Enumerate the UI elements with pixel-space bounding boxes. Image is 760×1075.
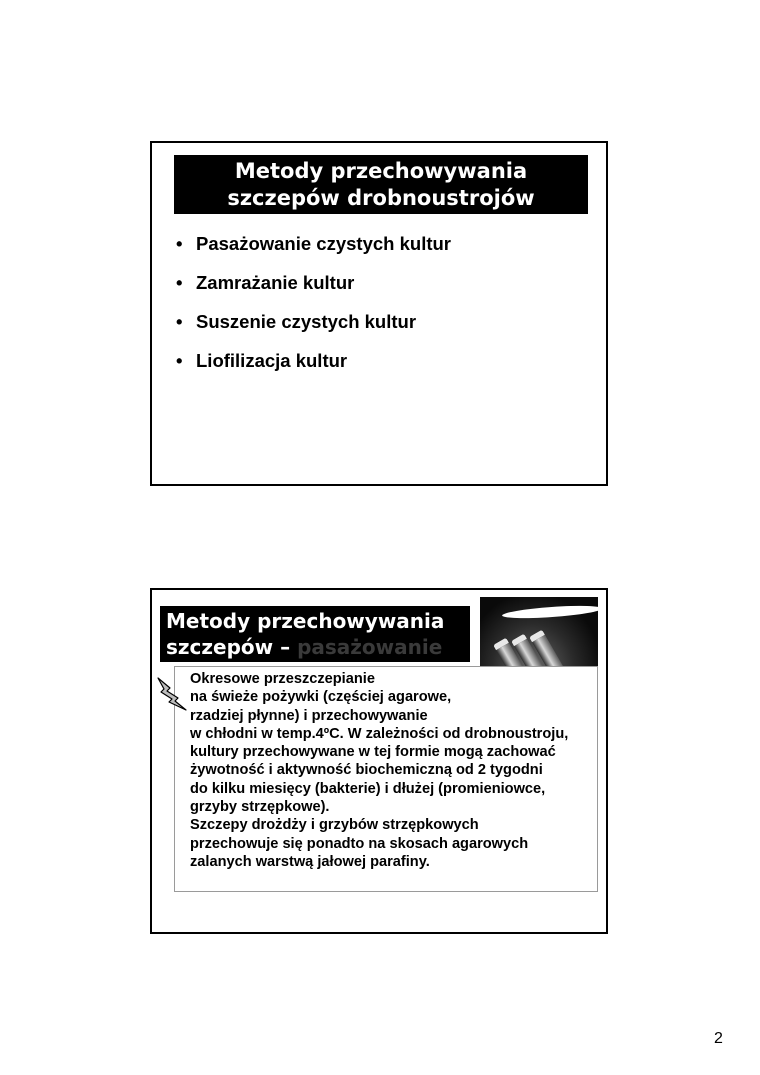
title-prefix: szczepów – bbox=[166, 635, 298, 659]
slide-2 bbox=[150, 588, 608, 934]
bullet-text: Liofilizacja kultur bbox=[196, 350, 348, 371]
slide-2-title bbox=[160, 606, 470, 662]
body-line: kultury przechowywane w tej formie mogą zachować bbox=[190, 744, 556, 761]
body-line: Szczepy drożdży i grzybów strzępkowych bbox=[190, 817, 479, 834]
body-line: żywotność i aktywność biochemiczną od 2 tygodni bbox=[190, 762, 543, 779]
bullet-marker: • bbox=[176, 272, 183, 293]
body-line: rzadziej płynne) i przechowywanie bbox=[190, 707, 428, 724]
bullet-item bbox=[176, 231, 451, 270]
slide-1-title-line: Metody przechowywania bbox=[234, 159, 528, 183]
bullet-text: Zamrażanie kultur bbox=[196, 272, 355, 293]
slide-2-title-line-1: Metody przechowywania bbox=[166, 609, 445, 633]
body-line: na świeże pożywki (częściej agarowe, bbox=[190, 689, 452, 706]
body-line: do kilku miesięcy (bakterie) i dłużej (promieniowce, bbox=[190, 780, 546, 797]
lightning-bolt-icon bbox=[156, 676, 188, 712]
slide-2-title-line-2 bbox=[166, 634, 470, 660]
slide-1-title bbox=[174, 155, 588, 214]
bullet-marker: • bbox=[176, 350, 183, 371]
slide-1 bbox=[150, 141, 608, 486]
bullet-item bbox=[176, 348, 451, 387]
bullet-item bbox=[176, 270, 451, 309]
body-line: grzyby strzępkowe). bbox=[190, 799, 330, 816]
bullet-marker: • bbox=[176, 311, 183, 332]
page-number: 2 bbox=[714, 1030, 723, 1047]
bullet-item bbox=[176, 309, 451, 348]
title-faded-word: pasażowanie bbox=[297, 635, 443, 659]
body-line: zalanych warstwą jałowej parafiny. bbox=[190, 853, 430, 870]
body-line: w chłodni w temp.4ºC. W zależności od drobnoustroju, bbox=[190, 725, 569, 742]
body-line: Okresowe przeszczepianie bbox=[190, 671, 375, 687]
bullet-text: Suszenie czystych kultur bbox=[196, 311, 417, 332]
body-line: przechowuje się ponadto na skosach agarowych bbox=[190, 835, 529, 852]
slide-1-title-line: szczepów drobnoustrojów bbox=[227, 186, 535, 210]
light-flash bbox=[502, 604, 598, 621]
bullet-text: Pasażowanie czystych kultur bbox=[196, 233, 451, 254]
slide-2-text-box bbox=[174, 666, 598, 892]
bullet-marker: • bbox=[176, 233, 183, 254]
slide-1-bullet-list bbox=[176, 231, 451, 387]
